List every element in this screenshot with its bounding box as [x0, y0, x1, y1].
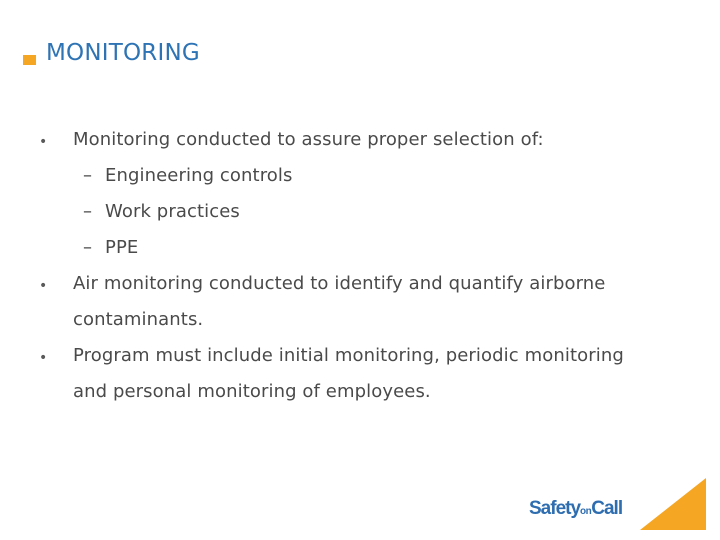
title-marker-square	[23, 55, 36, 65]
sub-bullet-text: Engineering controls	[105, 165, 293, 186]
logo-safety-text: Safety	[529, 498, 581, 519]
corner-triangle-shape	[640, 478, 706, 530]
bullet-dot: •	[39, 278, 48, 294]
bullet-text-line1: Air monitoring conducted to identify and quantify airborne	[73, 273, 606, 294]
bullet-text: Monitoring conducted to assure proper selection of:	[73, 129, 544, 150]
sub-bullet-text: PPE	[105, 237, 139, 258]
slide-title: MONITORING	[46, 40, 200, 66]
bullet-text-line2: and personal monitoring of employees.	[73, 381, 431, 402]
bullet-dot: •	[39, 350, 48, 366]
logo-call-text: Call	[591, 498, 623, 519]
bullet-text-line1: Program must include initial monitoring, periodic monitoring	[73, 345, 624, 366]
bullet-text-line2: contaminants.	[73, 309, 204, 330]
sub-bullet-dash: –	[83, 201, 92, 222]
sub-bullet-dash: –	[83, 165, 92, 186]
bullet-dot: •	[39, 134, 48, 150]
sub-bullet-dash: –	[83, 237, 92, 258]
safety-on-call-logo	[529, 498, 622, 520]
sub-bullet-text: Work practices	[105, 201, 240, 222]
corner-triangle-decoration	[640, 478, 706, 530]
logo-on-text: on	[580, 506, 592, 517]
